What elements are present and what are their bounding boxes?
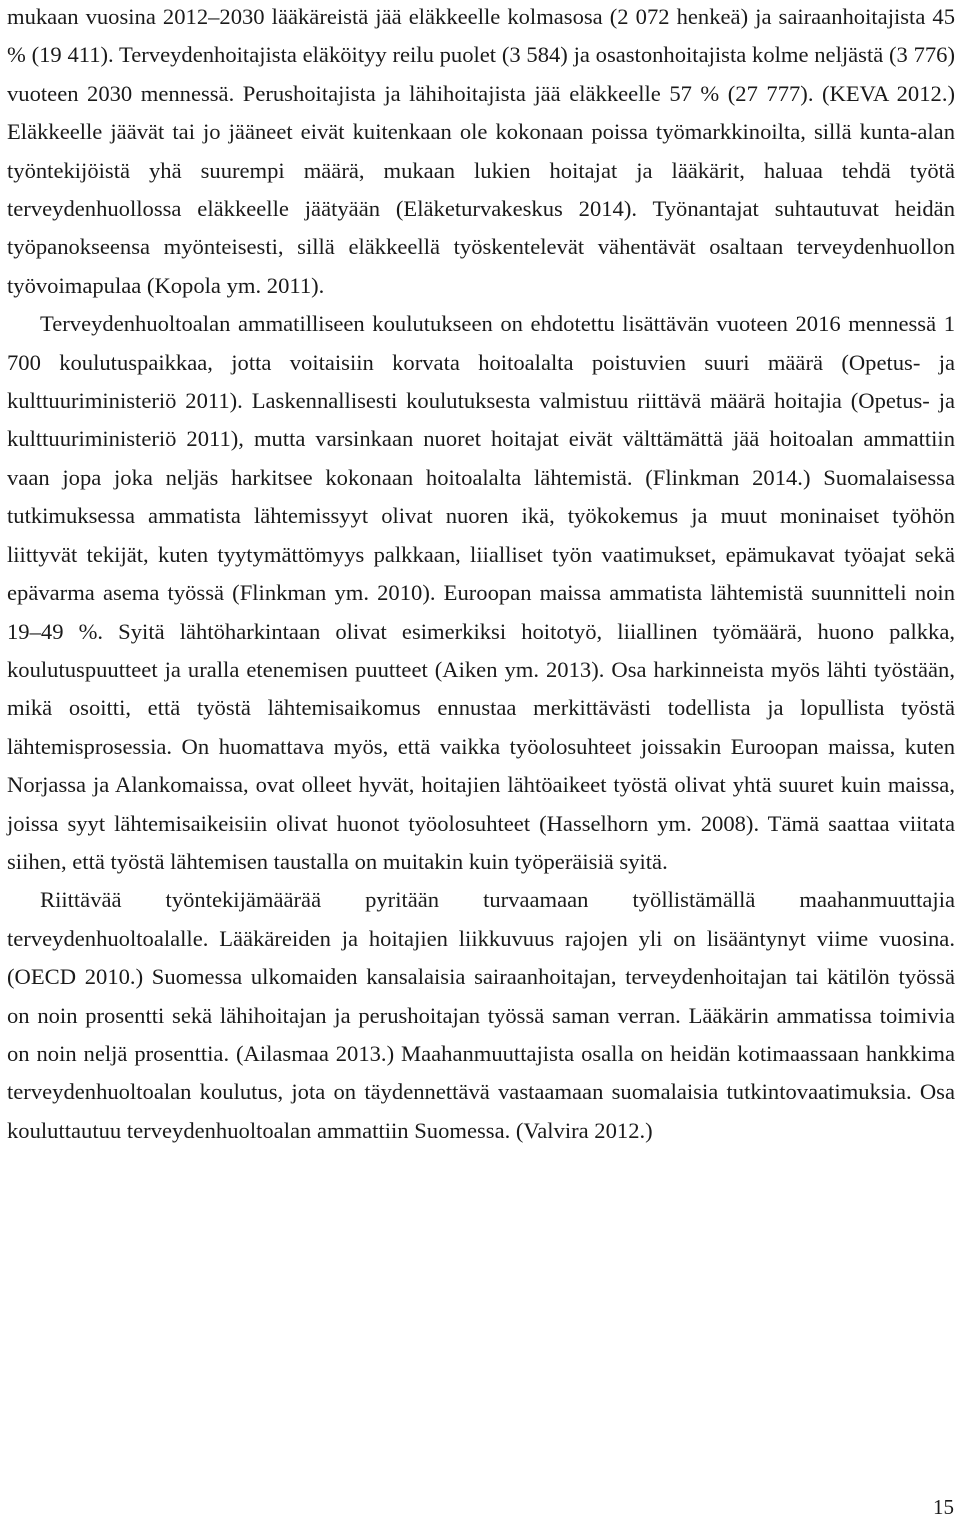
paragraph-continued: mukaan vuosina 2012–2030 lääkäreistä jää eläkkeelle kolmasosa (2 072 henkeä) ja sairaanhoitajista 45 % (19 411). Terveydenhoitajista eläköityy reilu puolet (3 584) ja osastonhoitajista kolme neljästä (3 776) vuoteen 2030 mennessä. Perushoitajista ja lähihoitajista jää eläkkeelle 57 % (27 777). (KEVA 2012.) Eläkkeelle jäävät tai jo jääneet eivät kuitenkaan ole kokonaan poissa työmarkkinoilta, sillä kunta-alan työntekijöistä yhä suurempi määrä, mukaan lukien hoitajat ja lääkärit, haluaa tehdä työtä terveydenhuollossa eläkkeelle jäätyään (Eläketurvakeskus 2014). Työnantajat suhtautuvat heidän työpanokseensa myönteisesti, sillä eläkkeellä työskentelevät vähentävät osaltaan terveydenhuollon työvoimapulaa (Kopola ym. 2011). (7, 4, 955, 298)
paragraph-immigration: Riittävää työntekijämäärää pyritään turvaamaan työllistämällä maahanmuuttajia terveydenhuoltoalalle. Lääkäreiden ja hoitajien liikkuvuus rajojen yli on lisääntynyt viime vuosina. (OECD 2010.) Suomessa ulkomaiden kansalaisia sairaanhoitajan, terveydenhoitajan tai kätilön työssä on noin prosentti sekä lähihoitajan ja perushoitajan työssä saman verran. Lääkärin ammatissa toimivia on noin neljä prosenttia. (Ailasmaa 2013.) Maahanmuuttajista osalla on heidän kotimaassaan hankkima terveydenhuoltoalan koulutus, jota on täydennettävä vastaamaan suomalaisia tutkintovaatimuksia. Osa kouluttautuu terveydenhuoltoalan ammattiin Suomessa. (Valvira 2012.) (7, 887, 955, 1143)
page-number: 15 (933, 1495, 954, 1519)
paragraph-training: Terveydenhuoltoalan ammatilliseen koulutukseen on ehdotettu lisättävän vuoteen 2016 mennessä 1 700 koulutuspaikkaa, jotta voitaisiin korvata hoitoalalta poistuvien suuri määrä (Opetus- ja kulttuuriministeriö 2011). Laskennallisesti koulutuksesta valmistuu riittävä määrä hoitajia (Opetus- ja kulttuuriministeriö 2011), mutta varsinkaan nuoret hoitajat eivät välttämättä jää hoitoalan ammattiin vaan jopa joka neljäs harkitsee kokonaan hoitoalalta lähtemistä. (Flinkman 2014.) Suomalaisessa tutkimuksessa ammatista lähtemissyyt olivat nuoren ikä, työkokemus ja muut moninaiset työhön liittyvät tekijät, kuten tyytymättömyys palkkaan, liialliset työn vaatimukset, epämukavat työajat sekä epävarma asema työssä (Flinkman ym. 2010). Euroopan maissa ammatista lähtemistä suunnitteli noin 19–49 %. Syitä lähtöharkintaan olivat esimerkiksi hoitotyö, liiallinen työmäärä, huono palkka, koulutuspuutteet ja uralla etenemisen puutteet (Aiken ym. 2013). Osa harkinneista myös lähti työstään, mikä osoitti, että työstä lähtemisaikomus ennustaa merkittävästi todellista ja lopullista työstä lähtemisprosessia. On huomattava myös, että vaikka työolosuhteet joissakin Euroopan maissa, kuten Norjassa ja Alankomaissa, ovat olleet hyvät, hoitajien lähtöaikeet työstä olivat yhtä suuret kuin maissa, joissa syyt lähtemisaikeisiin olivat huonot työolosuhteet (Hasselhorn ym. 2008). Tämä saattaa viitata siihen, että työstä lähtemisen taustalla on muitakin kuin työperäisiä syitä. (7, 311, 955, 874)
body-text (7, 0, 955, 1150)
